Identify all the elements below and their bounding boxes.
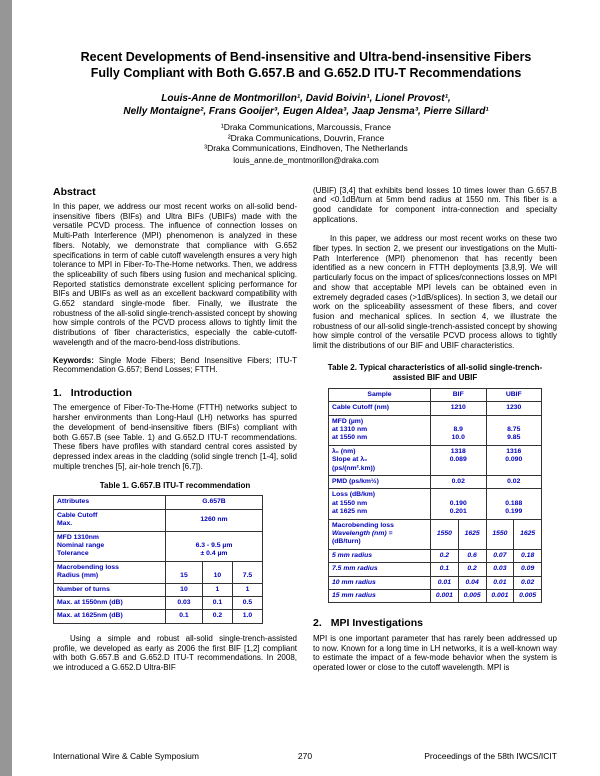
table2-slope-unit-label: (ps/(nm².km))	[332, 464, 376, 472]
table1-mfd-value-line1: 6.3 - 9.5 µm	[195, 542, 233, 549]
table1-radius-value-1: 15	[166, 561, 203, 583]
table2-loss-bif-1550: 0.190	[449, 499, 467, 507]
section-2-number: 2.	[313, 617, 322, 630]
right-column	[313, 186, 557, 673]
paper-title	[12, 50, 600, 81]
table2-15mm-bif-1550: 0.001	[431, 590, 459, 603]
table2-mfd-ubif-1550: 9.85	[507, 434, 521, 442]
footer-page-number: 270	[297, 751, 313, 761]
table2-cutoff-label: Cable Cutoff (nm)	[329, 402, 431, 415]
table1-turns-value-2: 1	[202, 583, 232, 596]
table1-caption: Table 1. G.657.B ITU-T recommendation	[99, 481, 251, 491]
section-1-heading	[53, 387, 297, 400]
table2-7-5mm-bif-1550: 0.1	[431, 563, 459, 576]
table2-15mm-bif-1625: 0.005	[458, 590, 486, 603]
table2-mfd-ubif-1310: 8.75	[507, 425, 521, 433]
section-1-number: 1.	[53, 386, 62, 399]
table1-mfd-label-line1: MFD 1310nm	[57, 533, 99, 541]
table2-cutoff-ubif: 1230	[486, 402, 542, 415]
table2-dbturn-label: (dB/turn)	[332, 538, 361, 546]
table1	[53, 495, 263, 623]
footer-conference-name: International Wire & Cable Symposium	[53, 751, 199, 761]
table2-mfd-ubif	[486, 415, 542, 445]
table2-mfd-row	[329, 415, 542, 445]
table2-loss-label-line2: at 1550 nm	[332, 499, 368, 507]
table1-macrobending-label: Macrobending loss	[57, 563, 119, 571]
table1-turns-row	[54, 583, 263, 596]
table2-mfd-bif-1310: 8.9	[453, 425, 463, 433]
table2-7-5mm-label: 7.5 mm radius	[329, 563, 431, 576]
table1-cable-cutoff-label-line2: Max.	[57, 520, 73, 528]
table1-cable-cutoff-value: 1260 nm	[166, 509, 263, 531]
author-line2: Nelly Montaigne², Frans Gooijer³, Eugen Aldea³, Jaap Jensma³, Pierre Sillard¹	[123, 106, 489, 117]
table2-loss-label-line3: at 1625 nm	[332, 508, 368, 516]
intro-paragraph-2: Using a simple and robust all-solid single-trench-assisted profile, we developed as early as 2006 the first BIF [1,2] compliant with both G.657.B and G.652.D ITU-T recommendations. In 2008, we introduced a G.652.D Ultra-BIF	[53, 633, 297, 672]
table2-pmd-bif: 0.02	[431, 476, 487, 489]
table2-slope-ubif: 0.090	[505, 456, 523, 464]
table2-header-row	[329, 388, 542, 401]
table2-caption: Table 2. Typical characteristics of all-solid single-trench-assisted BIF and UBIF	[327, 362, 543, 382]
table2-loss-label-line1: Loss (dB/km)	[332, 491, 376, 499]
table2-15mm-row	[329, 590, 542, 603]
table1-cable-cutoff-label	[54, 509, 166, 531]
table1-mfd-label	[54, 531, 166, 561]
table1-header-attributes: Attributes	[54, 496, 166, 509]
author-line1: Louis-Anne de Montmorillon¹, David Boivin¹, Lionel Provost¹,	[161, 93, 451, 104]
abstract-heading: Abstract	[53, 185, 96, 198]
table1-turns-value-1: 10	[166, 583, 203, 596]
table2-lambda-label	[329, 445, 431, 475]
table2-loss-ubif-1625: 0.199	[505, 508, 523, 516]
author-list	[12, 92, 600, 118]
paper-title-line1: Recent Developments of Bend-insensitive and Ultra-bend-insensitive Fibers	[80, 50, 532, 64]
contact-email: louis_anne.de_montmorillon@draka.com	[233, 155, 379, 165]
intro-paragraph-1: The emergence of Fiber-To-The-Home (FTTH) networks subject to harsher environments than Long-Haul (LH) networks has spurred the development of bend-insensitive fibers (BIFs) compliant with both G.657.B (see Table. 1) and G.652.D ITU-T recommendations. These fibers have profiles with standard central cores assisted by depressed index areas in the cladding (solid single trench [1-4], solid multiple trenches [5], air-hole trench [6,7]).	[53, 403, 297, 471]
table2-10mm-bif-1550: 0.01	[431, 576, 459, 589]
table1-max1550-row	[54, 597, 263, 610]
affiliations	[12, 122, 600, 154]
table1-cable-cutoff-label-line1: Cable Cutoff	[57, 511, 98, 519]
table2-loss-ubif	[486, 489, 542, 519]
table2-mfd-label	[329, 415, 431, 445]
table1-cable-cutoff-row	[54, 509, 263, 531]
table2-loss-label	[329, 489, 431, 519]
table2-5mm-bif-1550: 0.2	[431, 549, 459, 562]
two-column-body	[12, 165, 600, 673]
table2-cutoff-row	[329, 402, 542, 415]
table2-pmd-row	[329, 476, 542, 489]
section-2-paragraph-1: MPI is one important parameter that has rarely been addressed up to now. Known for a long time in LH networks, it is a well-known way to estimate the impact of a few-mode behavior when the system is operated lower or close to the cutoff wavelength. MPI is	[313, 633, 557, 673]
table2-cutoff-bif: 1210	[431, 402, 487, 415]
paper-header	[12, 0, 600, 165]
table1-turns-label: Number of turns	[54, 583, 166, 596]
table1-max1550-value-2: 0.1	[202, 597, 232, 610]
right-paragraph-2: In this paper, we address our most recent works on these two fiber types. In section 2, we present our investigations on the Multi-Path Interference (MPI) phenomenon that has recently been identified as a new concern in FTTH deployments [3,8,9]. We will particularly focus on the impact of splices/connections losses on MPI and show that acceptable MPI levels can be obtained even in extremely degraded cases (>1dB/splices). In section 3, we detail our work on the spliceability assessment of these fibers, and cover fusion and mechanical splices. In section 4, we illustrate the robustness of our all-solid single-trench-assisted concept by showing how simple control of the versatile PCVD process allows to tightly limit the distributions of our BIF and UBIF characteristics.	[313, 234, 557, 351]
table2-macrobending-label: Macrobending loss	[332, 521, 394, 529]
table1-header-row	[54, 496, 263, 509]
table1-max1625-row	[54, 610, 263, 623]
table1-max1625-label: Max. at 1625nm (dB)	[54, 610, 166, 623]
table2-macro-label	[329, 519, 431, 549]
footer-proceedings: Proceedings of the 58th IWCS/ICIT	[424, 751, 557, 761]
table2-wl-ubif-1550: 1550	[486, 519, 514, 549]
paper-title-line2: Fully Compliant with Both G.657.B and G.652.D ITU-T Recommendations	[90, 65, 522, 80]
table1-max1550-label: Max. at 1550nm (dB)	[54, 597, 166, 610]
table1-mfd-row	[54, 531, 263, 561]
table2-lambda0-label: λ₀ (nm)	[332, 447, 356, 455]
keywords-line	[53, 356, 297, 375]
table2-10mm-row	[329, 576, 542, 589]
table1-header-g657b: G.657B	[166, 496, 263, 509]
table2-5mm-bif-1625: 0.6	[458, 549, 486, 562]
table1-macro-radius-row	[54, 561, 263, 583]
table1-mfd-label-line3: Tolerance	[57, 550, 89, 558]
table2	[328, 388, 542, 604]
table2-7-5mm-bif-1625: 0.2	[458, 563, 486, 576]
table2-mfd-label-line3: at 1550 nm	[332, 434, 368, 442]
table2-mfd-bif-1550: 10.0	[451, 434, 465, 442]
section-2-heading	[313, 617, 557, 630]
table2-5mm-ubif-1625: 0.18	[514, 549, 542, 562]
table2-slope-bif: 0.089	[449, 456, 467, 464]
table2-slope-label: Slope at λ₀	[332, 456, 368, 464]
table2-10mm-bif-1625: 0.04	[458, 576, 486, 589]
keywords-label: Keywords:	[53, 355, 94, 365]
table2-lambda0-bif: 1318	[450, 447, 466, 455]
affiliation-1: ¹Draka Communications, Marcoussis, France	[220, 122, 392, 132]
paper-page	[12, 0, 600, 776]
table2-pmd-label: PMD (ps/km½)	[329, 476, 431, 489]
table2-10mm-label: 10 mm radius	[329, 576, 431, 589]
table2-10mm-ubif-1625: 0.02	[514, 576, 542, 589]
table1-radius-label: Radius (mm)	[57, 572, 99, 580]
table1-radius-value-3: 7.5	[232, 561, 262, 583]
table2-10mm-ubif-1550: 0.01	[486, 576, 514, 589]
table2-wl-bif-1625: 1625	[458, 519, 486, 549]
table1-turns-value-3: 1	[232, 583, 262, 596]
table2-wl-bif-1550: 1550	[431, 519, 459, 549]
table2-mfd-label-line2: at 1310 nm	[332, 425, 368, 433]
table1-radius-value-2: 10	[202, 561, 232, 583]
table1-macro-radius-label	[54, 561, 166, 583]
table1-max1625-value-2: 0.2	[202, 610, 232, 623]
section-1-title: Introduction	[70, 386, 133, 399]
table2-mfd-bif	[431, 415, 487, 445]
table2-loss-row	[329, 489, 542, 519]
table1-mfd-value-line2: ± 0.4 µm	[200, 550, 228, 558]
table2-5mm-row	[329, 549, 542, 562]
affiliation-3: ³Draka Communications, Eindhoven, The Netherlands	[204, 143, 408, 153]
table1-mfd-value	[166, 531, 263, 561]
right-paragraph-1: (UBIF) [3,4] that exhibits bend losses 10 times lower than G.657.B and <0.1dB/turn at 5mm bend radius at 1550 nm. This fiber is a good candidate for component intra-connection and specialty applications.	[313, 185, 557, 224]
left-column	[53, 186, 297, 673]
keywords-text: Single Mode Fibers; Bend Insensitive Fibers; ITU-T Recommendation G.657; Bend Losses; FTTH.	[53, 355, 297, 375]
table2-macro-header-row	[329, 519, 542, 549]
table2-15mm-label: 15 mm radius	[329, 590, 431, 603]
table2-wavelength-label: Wavelength (nm) =	[332, 530, 393, 538]
table2-header-sample: Sample	[329, 388, 431, 401]
table2-7-5mm-ubif-1550: 0.03	[486, 563, 514, 576]
section-2-title: MPI Investigations	[330, 617, 423, 630]
table2-15mm-ubif-1625: 0.005	[514, 590, 542, 603]
table2-header-ubif: UBIF	[486, 388, 542, 401]
table2-loss-bif-1625: 0.201	[449, 508, 467, 516]
table2-15mm-ubif-1550: 0.001	[486, 590, 514, 603]
table2-lambda-ubif	[486, 445, 542, 475]
affiliation-2: ²Draka Communications, Douvrin, France	[227, 132, 385, 143]
table2-mfd-label-line1: MFD (µm)	[332, 417, 364, 425]
table1-max1550-value-3: 0.5	[232, 597, 262, 610]
table2-lambda-row	[329, 445, 542, 475]
table2-lambda-bif	[431, 445, 487, 475]
table1-max1625-value-3: 1.0	[232, 610, 262, 623]
table2-wl-ubif-1625: 1625	[514, 519, 542, 549]
table2-loss-bif	[431, 489, 487, 519]
table2-7-5mm-row	[329, 563, 542, 576]
table2-lambda0-ubif: 1316	[506, 447, 522, 455]
table2-7-5mm-ubif-1625: 0.09	[514, 563, 542, 576]
table2-loss-ubif-1550: 0.188	[505, 499, 523, 507]
table2-pmd-ubif: 0.02	[486, 476, 542, 489]
table2-5mm-label: 5 mm radius	[329, 549, 431, 562]
abstract-text: In this paper, we address our most recent works on all-solid bend-insensitive fibers (BIFs) and Ultra BIFs (UBIFs) made with the versatile PCVD process. The influence of connection losses on Multi-Path Interference (MPI) phenomenon is analyzed in these fibers. Notably, we demonstrate that compliance with G.652 specifications in term of cable cutoff wavelength ensures a very high tolerance to MPI in Fiber-To-The-Home networks. Then, we address the spliceability of such fibers using fusion and mechanical splicing. Reported statistics demonstrate excellent splicing performance for BIFs and UBIFs as well as an excellent backward compatibility with G.652 standard single-mode fiber. Finally, we illustrate the robustness of the all-solid single-trench-assisted concept by showing how simple controls of the PCVD process allows to tightly limit the distributions of fiber characteristics, especially the cable-cutoff-wavelength and of the macro-bend-loss distributions.	[53, 202, 297, 347]
table2-header-bif: BIF	[431, 388, 487, 401]
table1-max1625-value-1: 0.1	[166, 610, 203, 623]
table2-5mm-ubif-1550: 0.07	[486, 549, 514, 562]
table1-max1550-value-1: 0.03	[166, 597, 203, 610]
page-footer	[53, 751, 557, 762]
table1-mfd-label-line2: Nominal range	[57, 542, 105, 549]
